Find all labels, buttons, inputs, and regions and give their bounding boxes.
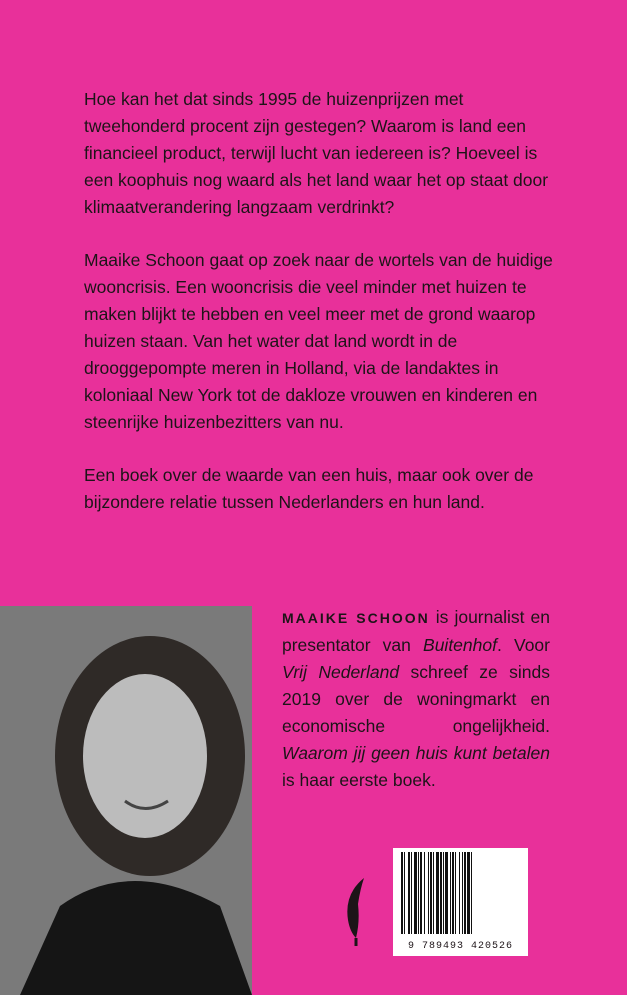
barcode-bar xyxy=(443,852,444,934)
barcode-bar xyxy=(433,852,434,934)
bio-text: is haar eerste boek. xyxy=(282,770,436,790)
blurb-paragraph-1: Hoe kan het dat sinds 1995 de huizenprijzen met tweehonderd procent zijn gestegen? Waarom is land een financieel product, terwijl lucht van iedereen is? Hoeveel is een koophuis nog waard als het land waar het op staat door klimaatverandering langzaam verdrinkt? xyxy=(84,89,549,217)
barcode-bar xyxy=(459,852,460,934)
barcode-bar xyxy=(440,852,442,934)
bio-text: is journalist en presentator van xyxy=(282,607,550,655)
bio-text: . Voor xyxy=(496,635,550,655)
barcode-bar xyxy=(411,852,412,934)
bio-book-title: Waarom jij geen huis kunt betalen xyxy=(282,743,550,763)
barcode-bar xyxy=(420,852,422,934)
barcode-bar xyxy=(408,852,410,934)
barcode-bar xyxy=(445,852,448,934)
bio-text: schreef ze sinds 2019 over de woningmarkt en economische ongelijkheid. xyxy=(282,662,551,736)
barcode-bar xyxy=(452,852,454,934)
barcode-bar xyxy=(430,852,432,934)
author-name: MAAIKE SCHOON xyxy=(282,610,430,626)
blurb-paragraph-2: Maaike Schoon gaat op zoek naar de wortels van de huidige wooncrisis. Een wooncrisis die veel minder met huizen te maken blijkt te hebben en veel meer met de grond waarop huizen staan. Van het water dat land wordt in de drooggepompte meren in Holland, via de landaktes in koloniaal New York tot de dakloze vrouwen en kinderen en steenrijke huizenbezitters van nu. xyxy=(84,250,553,432)
barcode-bar xyxy=(436,852,439,934)
barcode-bar xyxy=(418,852,419,934)
barcode-bar xyxy=(455,852,456,934)
barcode-bar xyxy=(471,852,472,934)
barcode-bar xyxy=(401,852,403,934)
barcode-bar xyxy=(450,852,451,934)
bio-magazine-title: Vrij Nederland xyxy=(282,662,400,682)
barcode-bar xyxy=(428,852,429,934)
barcode-bar xyxy=(424,852,425,934)
barcode xyxy=(393,848,528,956)
barcode-bar xyxy=(404,852,405,934)
isbn-number: 9 789493 420526 xyxy=(407,941,513,952)
barcode-bar xyxy=(464,852,466,934)
blurb-paragraph-3: Een boek over de waarde van een huis, maar ook over de bijzondere relatie tussen Nederlanders en hun land. xyxy=(84,465,534,512)
back-cover-blurb xyxy=(84,86,554,542)
barcode-bar xyxy=(462,852,463,934)
barcode-bar xyxy=(414,852,417,934)
quill-logo-icon xyxy=(334,874,376,948)
barcode-bar xyxy=(467,852,470,934)
author-bio xyxy=(282,604,550,794)
bio-show-title: Buitenhof xyxy=(423,635,497,655)
author-photo xyxy=(0,606,252,995)
